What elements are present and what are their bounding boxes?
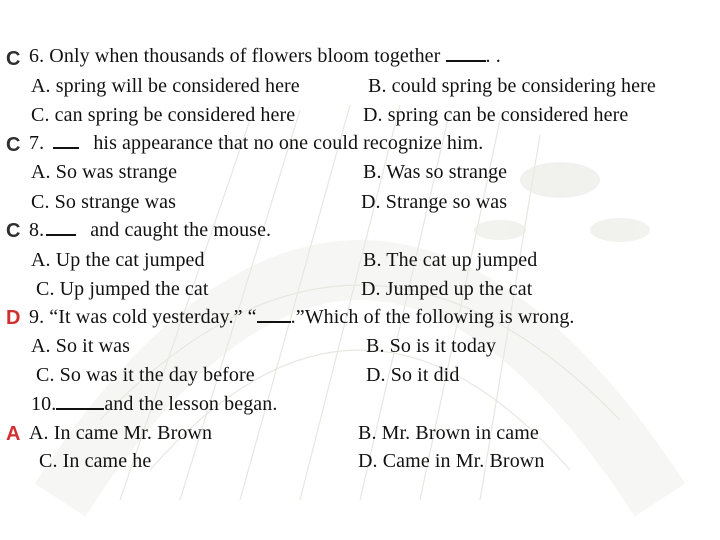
q8-option-c: C. Up jumped the cat: [36, 278, 209, 300]
q6-option-c: C. can spring be considered here: [31, 104, 296, 126]
q7-option-d: D. Strange so was: [361, 191, 508, 213]
q7-option-a: A. So was strange: [31, 161, 178, 183]
q8-number: 8.: [29, 219, 45, 241]
answer-q10: A: [6, 423, 21, 445]
q8-option-d: D. Jumped up the cat: [361, 278, 533, 300]
answer-q6: C: [6, 48, 21, 70]
q10-blank: [56, 392, 104, 410]
q10-stem: [31, 392, 277, 416]
q8-option-b: B. The cat up jumped: [363, 249, 538, 271]
answer-q7: C: [6, 134, 21, 156]
q6-option-b: B. could spring be considering here: [368, 75, 656, 97]
q9-stem: [29, 305, 575, 329]
q6-stem: [29, 44, 501, 68]
q7-stem: [29, 131, 483, 155]
q6-stem-text: 6. Only when thousands of flowers bloom together: [29, 45, 441, 67]
q9-stem-part-a: 9. “It was cold yesterday.” “: [29, 306, 257, 328]
answer-q8: C: [6, 220, 21, 242]
q7-blank: [53, 131, 79, 149]
q8-option-a: A. Up the cat jumped: [31, 249, 205, 271]
q7-stem-text: his appearance that no one could recognize him.: [93, 132, 484, 154]
q8-stem-text: and caught the mouse.: [90, 219, 272, 241]
q6-option-a: A. spring will be considered here: [31, 75, 300, 97]
q6-blank: [446, 44, 486, 62]
q8-stem: [29, 218, 271, 242]
q10-option-c: C. In came he: [39, 450, 152, 472]
q7-option-b: B. Was so strange: [363, 161, 508, 183]
q10-stem-text: and the lesson began.: [104, 393, 278, 415]
q9-option-a: A. So it was: [31, 335, 130, 357]
q9-option-d: D. So it did: [366, 364, 460, 386]
q9-option-b: B. So is it today: [366, 335, 497, 357]
q6-option-d: D. spring can be considered here: [363, 104, 629, 126]
q7-option-c: C. So strange was: [31, 191, 177, 213]
q9-stem-part-b: .”Which of the following is wrong.: [290, 306, 575, 328]
q8-blank: [46, 218, 76, 236]
q10-number: 10.: [31, 393, 57, 415]
q6-stem-end: . .: [485, 45, 501, 67]
q9-option-c: C. So was it the day before: [36, 364, 255, 386]
answer-q9: D: [6, 307, 21, 329]
q10-option-d: D. Came in Mr. Brown: [358, 450, 545, 472]
q9-blank: [257, 305, 291, 323]
q10-option-b: B. Mr. Brown in came: [358, 422, 539, 444]
q10-option-a: A. In came Mr. Brown: [29, 422, 213, 444]
q7-number: 7.: [29, 132, 45, 154]
